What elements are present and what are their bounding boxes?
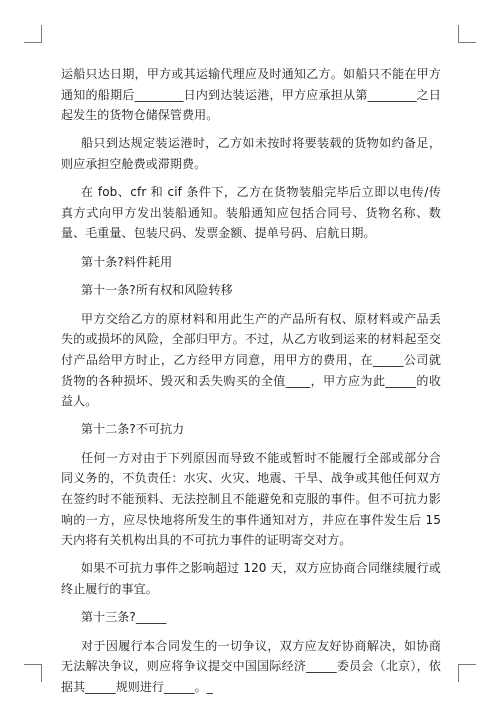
heading-article-12: 第十二条?不可抗力	[81, 422, 185, 437]
heading-article-10: 第十条?料件耗用	[81, 254, 173, 269]
crop-mark-bottom-left-vertical	[41, 664, 42, 682]
paragraph-ownership-risk: 甲方交给乙方的原材料和用此生产的产品所有权、原材料或产品丢失的或损坏的风险，全部归甲方。不过，从乙方收到运来的材料起至交付产品给甲方时止，乙方经甲方同意，用甲方的费用，在_____公司就货物的各种损坏、毁灭和丢失购买的全值____，甲方应为此_____的收益人。	[61, 311, 441, 409]
heading-article-13: 第十三条?_____	[81, 610, 167, 625]
paragraph-dispute-resolution: 对于因履行本合同发生的一切争议，双方应友好协商解决，如协商无法解决争议，则应将争议提交中国国际经济_____委员会（北京），依据其_____规则进行_____。_	[61, 638, 441, 694]
paragraph-shipping-date: 运船只达日期，甲方或其运输代理应及时通知乙方。如船只不能在甲方通知的船期后________日内到达装运港，甲方应承担从第________之日起发生的货物仓储保管费用。	[61, 67, 441, 123]
crop-mark-top-left-horizontal	[24, 42, 42, 43]
crop-mark-top-left-vertical	[41, 25, 42, 43]
crop-mark-top-right-vertical	[458, 25, 459, 43]
heading-article-11: 第十一条?所有权和风险转移	[81, 283, 233, 298]
paragraph-force-majeure: 任何一方对由于下列原因而导致不能或暂时不能履行全部或部分合同义务的，不负责任：水灾、火灾、地震、干旱、战争或其他任何双方在签约时不能预料、无法控制且不能避免和克服的事件。但不可抗力影响的一方，应尽快地将所发生的事件通知对方，并应在事件发生后 15 天内将有关机构出具的不可抗力事件的证明寄交对方。	[61, 450, 441, 548]
paragraph-shipping-notice: 在 fob、cfr 和 cif 条件下，乙方在货物装船完毕后立即以电传/传真方式向甲方发出装船通知。装船通知应包括合同号、货物名称、数量、毛重量、包装尺码、发票金额、提单号码、启航日期。	[61, 185, 441, 241]
crop-mark-bottom-right-vertical	[458, 664, 459, 682]
crop-mark-bottom-left-horizontal	[24, 664, 42, 665]
document-body	[61, 64, 441, 705]
paragraph-demurrage: 船只到达规定装运港时，乙方如未按时将要装载的货物如约备足，则应承担空舱费或滞期费。	[61, 136, 441, 171]
crop-mark-top-right-horizontal	[458, 42, 476, 43]
paragraph-force-majeure-duration: 如果不可抗力事件之影响超过 120 天，双方应协商合同继续履行或终止履行的事宜。	[61, 561, 441, 597]
crop-mark-bottom-right-horizontal	[458, 664, 476, 665]
